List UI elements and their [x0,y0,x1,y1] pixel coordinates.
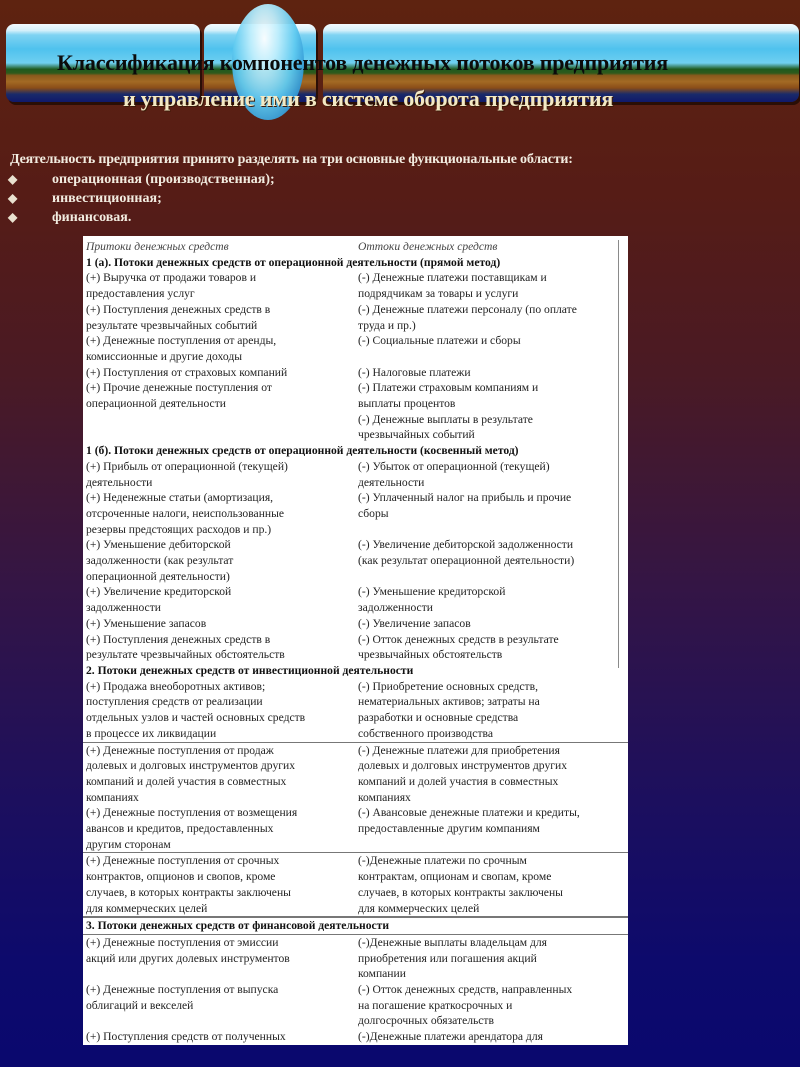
cell-line: задолженности (как результат [86,554,234,568]
cell-line: (-) Платежи страховым компаниям и [358,381,539,395]
cell-line: (-) Отток денежных средств, направленных [358,983,573,997]
outflow-cell [358,632,620,663]
cell-line: комиссионные и другие доходы [86,349,243,363]
cell-line: акций или других долевых инструментов [86,951,290,965]
cell-line: (как результат операционной деятельности) [358,554,575,568]
cell-line: собственного производства [358,726,493,740]
inflow-cell [86,584,358,615]
cell-line: компаний и долей участия в совместных [358,774,559,788]
cell-line: (+) Денежные поступления от выпуска [86,983,279,997]
table-row [83,302,628,333]
cell-line: (+) Поступления средств от полученных [86,1030,286,1044]
diamond-bullet-icon: ◆ [8,210,18,224]
cell-line: предоставленные другим компаниям [358,822,540,836]
cell-line: резервы предстоящих расходов и пр.) [86,522,272,536]
cell-line: результате чрезвычайных событий [86,318,258,332]
cell-line: операционной деятельности [86,397,226,411]
cell-line: компаниях [358,790,411,804]
list-item [8,170,573,189]
cell-line: (-) Увеличение запасов [358,616,471,630]
cell-line: компаниях [86,790,139,804]
cell-line: (-) Отток денежных средств в результате [358,632,559,646]
cell-line: (-) Налоговые платежи [358,365,471,379]
section-title: 1 (а). Потоки денежных средств от операционной деятельности (прямой метод) [86,255,501,269]
cell-line: (+) Поступления денежных средств в [86,632,271,646]
header-outflows: Оттоки денежных средств [358,240,498,253]
table-header-row [83,236,628,255]
cell-line: (-) Уплаченный налог на прибыль и прочие [358,491,572,505]
table-row [83,805,628,853]
outflow-cell [358,982,620,1029]
cell-line: задолженности [358,601,433,615]
cell-line: (-) Приобретение основных средств, [358,679,538,693]
inflow-cell [86,1029,358,1045]
cell-line: (+) Денежные поступления от аренды, [86,334,277,348]
cell-line: (+) Продажа внеоборотных активов; [86,679,266,693]
table-row [83,490,628,537]
cell-line: (-) Денежные платежи персоналу (по оплате [358,302,577,316]
outflow-cell [358,490,620,537]
outflow-cell [358,853,620,916]
cell-line: поступления средств от реализации [86,695,263,709]
list-item-text: инвестиционная; [52,190,162,206]
cell-line: задолженности [86,601,161,615]
cell-line: предоставления услуг [86,287,195,301]
cell-line: для коммерческих целей [86,901,208,915]
outflow-cell [358,584,620,615]
outflow-cell [358,302,620,333]
outflow-cell [358,537,620,584]
cell-line: (+) Увеличение кредиторской [86,585,232,599]
inflow-cell [86,302,358,333]
outflow-cell [358,459,620,490]
cell-line: отсроченные налоги, неиспользованные [86,506,285,520]
cell-line: (+) Денежные поступления от эмиссии [86,935,279,949]
inflow-cell [86,490,358,537]
inflow-cell [86,459,358,490]
cell-line: (-) Уменьшение кредиторской [358,585,506,599]
cell-line: контрактов, опционов и свопов, кроме [86,870,276,884]
table-edge-line [618,240,619,668]
cell-line: (-) Денежные выплаты в результате [358,412,533,426]
cell-line: (+) Уменьшение дебиторской [86,538,231,552]
cell-line: приобретения или погашения акций [358,951,537,965]
cell-line: разработки и основные средства [358,711,519,725]
cell-line: долевых и долговых инструментов других [86,759,296,773]
inflow-cell [86,270,358,301]
cell-line: (+) Неденежные статьи (амортизация, [86,491,274,505]
table-row [83,333,628,364]
header-inflows: Притоки денежных средств [86,240,229,253]
inflow-cell [86,632,358,663]
cell-line: (+) Денежные поступления от срочных [86,854,280,868]
cell-line: (-) Денежные платежи поставщикам и [358,271,547,285]
table-row [83,537,628,584]
cell-line: операционной деятельности) [86,569,230,583]
title-banner [0,0,800,130]
inflow-cell [86,679,358,742]
inflow-cell [86,365,358,381]
cell-line: для коммерческих целей [358,901,480,915]
cell-line: (+) Поступления денежных средств в [86,302,271,316]
table-row [83,1029,628,1045]
list-item [8,189,573,208]
cell-line: сборы [358,506,389,520]
slide-title-line2: и управление ими в системе оборота предприятия [123,86,614,111]
outflow-cell [358,380,620,443]
inflow-cell [86,333,358,364]
cell-line: долгосрочных обязательств [358,1014,494,1028]
cell-line: (+) Денежные поступления от продаж [86,743,274,757]
cell-line: случаев, в которых контракты заключены [86,885,291,899]
inflow-cell [86,805,358,852]
inflow-cell [86,982,358,1029]
cell-line: другим сторонам [86,837,171,851]
cell-line: (+) Выручка от продажи товаров и [86,271,257,285]
list-item-text: финансовая. [52,209,132,225]
table-row [83,380,628,443]
section-title: 2. Потоки денежных средств от инвестиционной деятельности [86,663,414,677]
inflow-cell [86,616,358,632]
table-row [83,459,628,490]
cash-flow-table [83,236,628,1045]
outflow-cell [358,935,620,982]
inflow-cell [86,537,358,584]
cell-line: отдельных узлов и частей основных средств [86,711,306,725]
cell-line: (-)Денежные платежи арендатора для [358,1030,543,1044]
table-row [83,853,628,917]
cell-line: (+) Прочие денежные поступления от [86,381,272,395]
list-item [8,208,573,227]
table-row [83,584,628,615]
cell-line: нематериальных активов; затраты на [358,695,540,709]
slide-title-line1: Классификация компонентов денежных потоков предприятия [57,50,668,75]
diamond-bullet-icon: ◆ [8,191,18,205]
cell-line: (+) Уменьшение запасов [86,616,207,630]
section-title: 1 (б). Потоки денежных средств от операционной деятельности (косвенный метод) [86,444,519,458]
outflow-cell [358,333,620,364]
outflow-cell [358,805,620,852]
inflow-cell [86,743,358,806]
inflow-cell [86,935,358,982]
cell-line: компании [358,967,406,981]
cell-line: (+) Поступления от страховых компаний [86,365,288,379]
cell-line: (-)Денежные выплаты владельцам для [358,935,548,949]
table-row [83,679,628,743]
outflow-cell [358,679,620,742]
cell-line: (+) Денежные поступления от возмещения [86,806,298,820]
table-row [83,982,628,1029]
list-item-text: операционная (производственная); [52,171,275,187]
cell-line: контрактам, опционам и свопам, кроме [358,870,552,884]
cell-line: в процессе их ликвидации [86,726,217,740]
cell-line: выплаты процентов [358,397,456,411]
cell-line: (-) Увеличение дебиторской задолженности [358,538,574,552]
cell-line: случаев, в которых контракты заключены [358,885,563,899]
cell-line: подрядчикам за товары и услуги [358,287,519,301]
cell-line: авансов и кредитов, предоставленных [86,822,274,836]
cell-line: чрезвычайных событий [358,428,475,442]
cell-line: на погашение краткосрочных и [358,998,513,1012]
cell-line: облигаций и векселей [86,998,194,1012]
outflow-cell [358,616,620,632]
outflow-cell [358,743,620,806]
table-body [83,255,628,1045]
outflow-cell [358,365,620,381]
table-row [83,616,628,632]
activity-areas-list [8,170,573,227]
inflow-cell [86,853,358,916]
table-row [83,743,628,806]
cell-line: (-) Авансовые денежные платежи и кредиты, [358,806,580,820]
intro-lead-text: Деятельность предприятия принято разделять на три основные функциональные области: [10,152,573,167]
cell-line: (-) Денежные платежи для приобретения [358,743,560,757]
diamond-bullet-icon: ◆ [8,172,18,186]
cell-line: (-) Социальные платежи и сборы [358,334,521,348]
table-row [83,365,628,381]
cell-line: (-) Убыток от операционной (текущей) [358,459,550,473]
cell-line: результате чрезвычайных обстоятельств [86,648,285,662]
cell-line: чрезвычайных обстоятельств [358,648,503,662]
inflow-cell [86,380,358,443]
section-title: 3. Потоки денежных средств от финансовой деятельности [83,917,628,934]
table-row [83,270,628,301]
intro-block [8,152,573,227]
outflow-cell [358,270,620,301]
cell-line: деятельности [86,475,153,489]
cell-line: (-)Денежные платежи по срочным [358,854,527,868]
outflow-cell [358,1029,620,1045]
cell-line: долевых и долговых инструментов других [358,759,568,773]
table-row [83,632,628,663]
cell-line: деятельности [358,475,425,489]
table-row [83,934,628,982]
cell-line: труда и пр.) [358,318,416,332]
cell-line: компаний и долей участия в совместных [86,774,287,788]
cell-line: (+) Прибыль от операционной (текущей) [86,459,288,473]
